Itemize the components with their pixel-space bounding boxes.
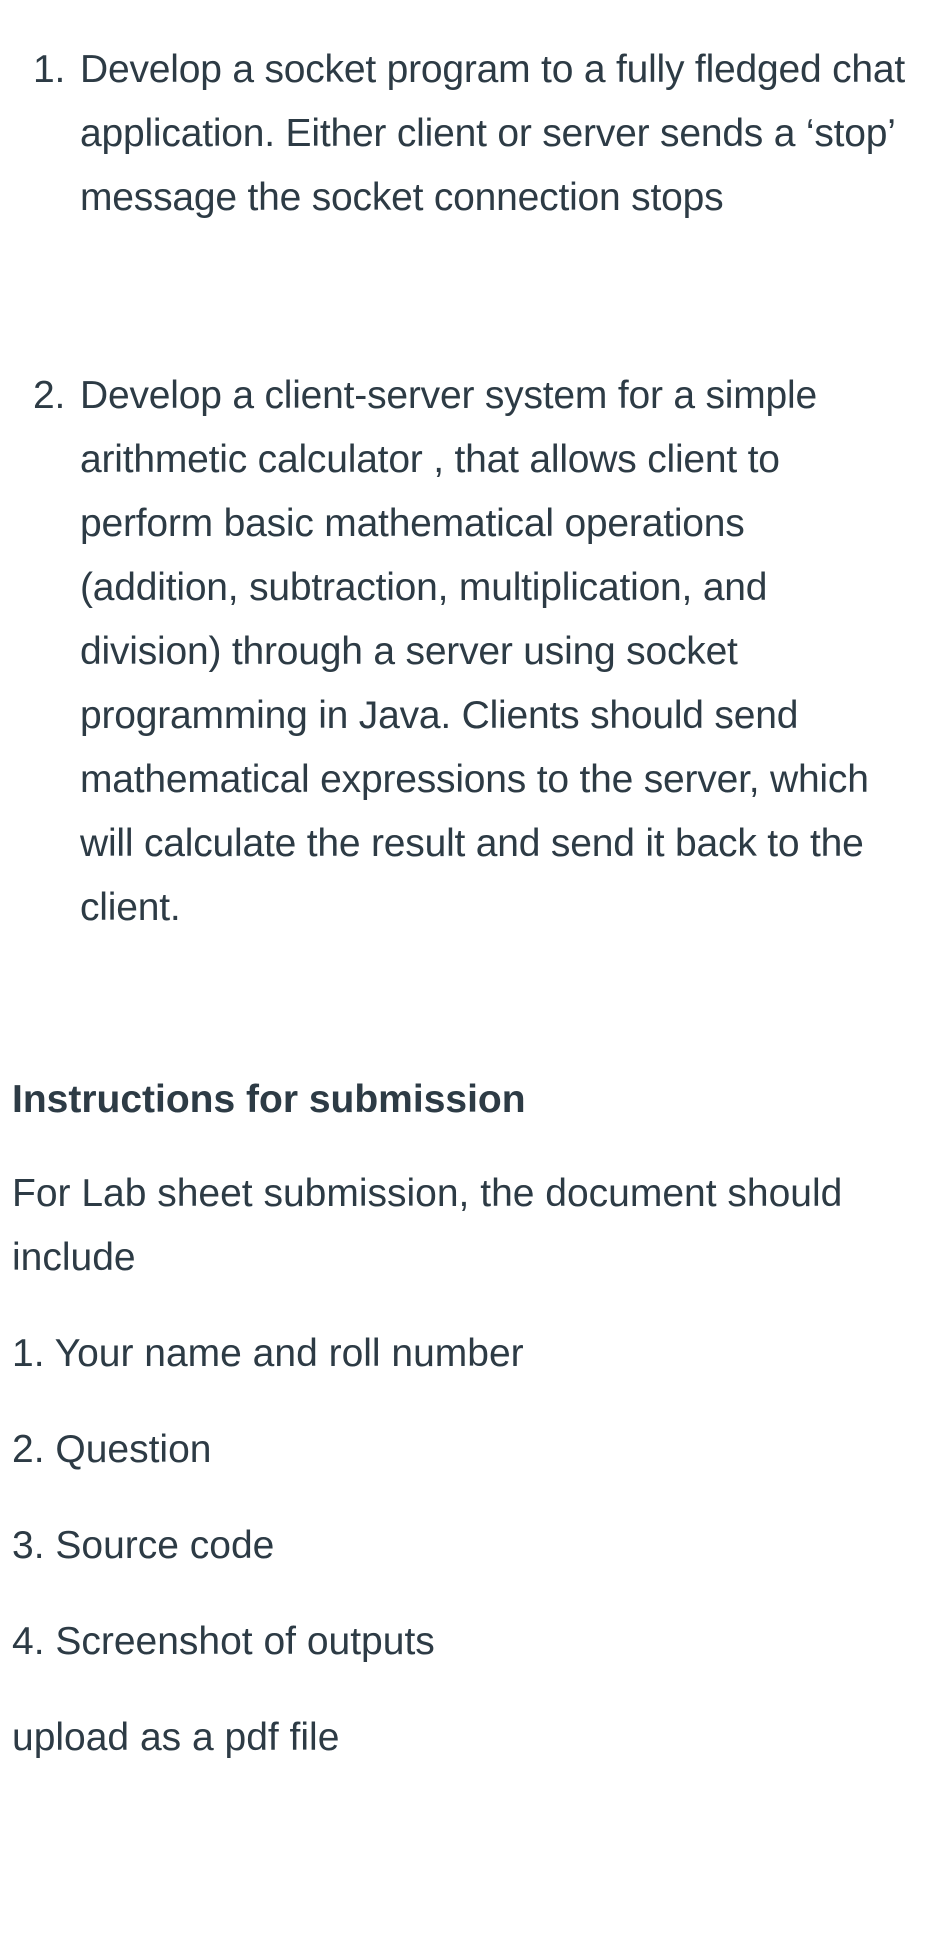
- question-item-2: [12, 364, 921, 940]
- instruction-item-source-code: 3. Source code: [12, 1524, 275, 1567]
- instruction-item-name: 1. Your name and roll number: [12, 1332, 524, 1375]
- question-text-2: Develop a client-server system for a simple arithmetic calculator , that allows client to perform basic mathematical operations (addition, subtraction, multiplication, and division) through a server using socket programming in Java. Clients should send mathematical expressions to the server, which will calculate the result and send it back to the client.: [80, 374, 869, 929]
- question-text-1: Develop a socket program to a fully fledged chat application. Either client or server sends a ‘stop’ message the socket connection stops: [80, 48, 906, 219]
- question-item-1: [12, 38, 921, 230]
- question-list: [12, 38, 921, 940]
- instruction-item-question: 2. Question: [12, 1428, 212, 1471]
- instruction-item-screenshot: 4. Screenshot of outputs: [12, 1620, 435, 1663]
- instructions-heading: Instructions for submission: [12, 1078, 526, 1121]
- instructions-intro: For Lab sheet submission, the document should include: [12, 1172, 843, 1279]
- question-number-2: 2.: [33, 374, 66, 417]
- question-number-1: 1.: [33, 48, 66, 91]
- upload-note: upload as a pdf file: [12, 1716, 340, 1759]
- assignment-page: [0, 38, 933, 1958]
